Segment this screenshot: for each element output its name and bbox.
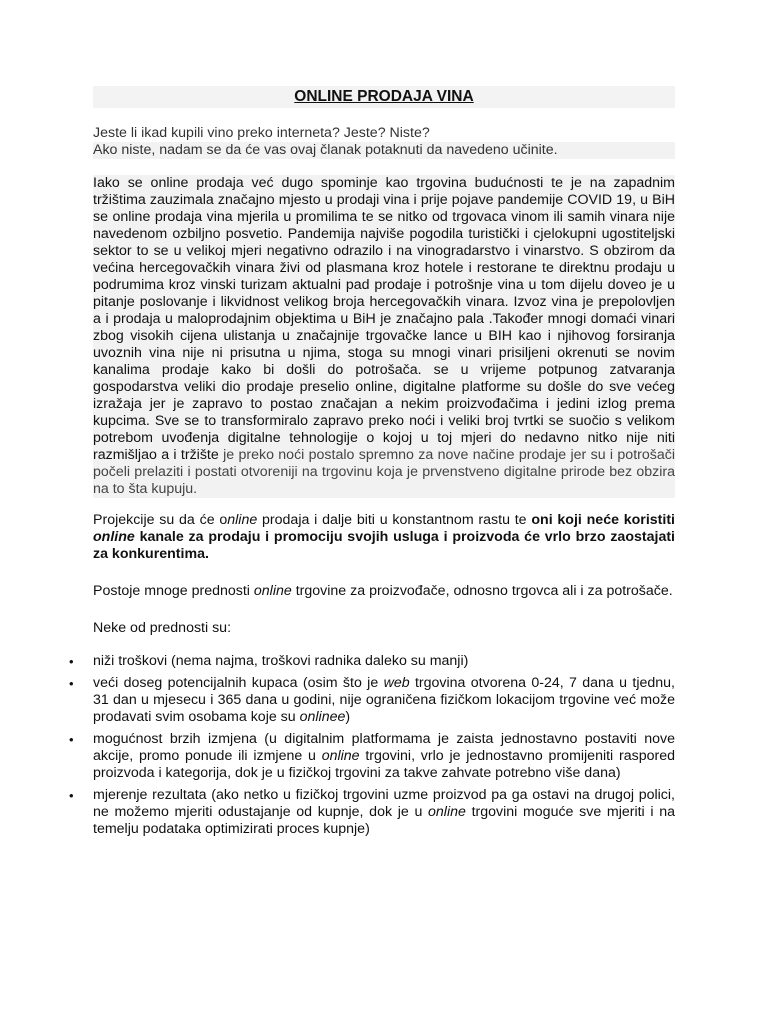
list-item-text: mogućnost brzih izmjena (u digitalnim platformama je zaista jednostavno postaviti nove akcije, promo ponude ili izmjene u: [93, 731, 675, 764]
paragraph-2-bold: oni koji neće koristiti: [531, 512, 675, 528]
list-item: [69, 787, 675, 838]
list-item-text: niži troškovi (nema najma, troškovi radnika daleko su manji): [93, 653, 469, 669]
list-item-text: veći doseg potencijalnih kupaca (osim što je: [93, 675, 384, 691]
bullet-icon: •: [69, 732, 74, 747]
intro-block: [93, 125, 675, 159]
list-item: [69, 675, 675, 726]
list-item: [69, 731, 675, 782]
paragraph-1: [93, 175, 675, 498]
paragraph-2-italic: nline: [227, 512, 258, 528]
bullet-icon: •: [69, 788, 74, 803]
paragraph-3-italic: online: [253, 583, 292, 599]
title-bar: [93, 86, 675, 108]
list-item: [69, 653, 675, 670]
list-item-text: mjerenje rezultata (ako netko u fizičkoj trgovini uzme proizvod pa ga ostavi na drugoj polici, ne možemo mjeriti odustajanje od kupnje, dok je u: [93, 787, 675, 820]
paragraph-2-text-2: prodaja i dalje biti u konstantnom rastu te: [257, 512, 532, 528]
paragraph-2-bold-2: kanale za prodaju i promociju svojih usluga i proizvoda će vrlo brzo zaostajati za konkurentima.: [93, 529, 675, 562]
document-page: [69, 86, 675, 843]
list-item-text: trgovini moguće sve mjeriti i na temelju podataka optimizirati proces kupnje): [93, 804, 675, 837]
paragraph-3: [93, 583, 675, 600]
paragraph-1-main: Iako se online prodaja već dugo spominje kao trgovina budućnosti te je na zapadnim tržištima zauzimala značajno mjesto u prodaji vina i prije pojave pandemije COVID 19, u BiH se online prodaja vina mjerila u promilima te se nitko od trgovaca vinom ili samih vinara nije navedenom ozbiljno posvetio. Pandemija najviše pogodila turistički i cjelokupni ugostiteljski sektor to se u velikoj mjeri negativno odrazilo i na vinogradarstvo i vinarstvo. S obzirom da većina hercegovačkih vinara živi od plasmana kroz hotele i restorane te direktnu prodaju u podrumima kroz vinski turizam aktualni pad prodaje i potrošnje vina u tom dijelu doveo je u pitanje poslovanje i likvidnost velikog broja hercegovačkih vinara. Izvoz vina je prepolovljen a i prodaja u maloprodajnim objektima u BiH je značajno pala .Također mnogi domaći vinari zbog visokih cijena ulistanja u značajnije trgovačke lance u BIH kao i njihovog forsiranja uvoznih vina nije ni prisutna u njima, stoga su mnogi vinari prisiljeni okrenuti se novim kanalima prodaje kako bi došli do potrošača. se u vrijeme potpunog zatvaranja gospodarstva veliki dio prodaje preselio online, digitalne platforme su došle do sve većeg izražaja jer je zapravo to postao značajan a nekim proizvođačima i jedini izlog prema kupcima. Sve se to transformiralo zapravo preko noći i veliki broj tvrtki se suočio s velikom potrebom uvođenja digitalne tehnologije o kojoj u toj mjeri do nedavno nitko nije niti razmišljao a i tržište: [93, 175, 675, 463]
paragraph-2-text: Projekcije su da će o: [93, 512, 228, 528]
bullet-icon: •: [69, 676, 74, 691]
list-item-italic: web: [383, 675, 410, 691]
paragraph-3-text: Postoje mnoge prednosti: [93, 583, 254, 599]
paragraph-2: [93, 512, 675, 563]
paragraph-3-text-2: trgovine za proizvođače, odnosno trgovca ali i za potrošače.: [291, 583, 673, 599]
list-item-text: ): [345, 709, 351, 725]
advantages-list: [69, 653, 675, 838]
intro-line-2: Ako niste, nadam se da će vas ovaj članak potaknuti da navedeno učinite.: [93, 142, 675, 159]
list-item-italic: online: [428, 804, 466, 820]
paragraph-4: Neke od prednosti su:: [93, 620, 232, 636]
list-item-text: trgovina otvorena 0-24, 7 dana u tjednu, 31 dan u mjesecu i 365 dana u godini, nije ograničena fizičkom lokacijom trgovine već može prodavati svim osobama koje su: [93, 675, 675, 725]
paragraph-1-tail: je preko noći postalo spremno za nove načine prodaje jer su i potrošači počeli prelaziti i postati otvoreniji na trgovinu koja je prvenstveno digitalne prirode bez obzira na to šta kupuju.: [93, 447, 675, 497]
list-item-text: trgovini, vrlo je jednostavno promijeniti raspored proizvoda i kategorija, dok je u fizičkoj trgovini za takve zahvate potrebno više dana): [93, 748, 675, 781]
list-item-italic: onlinee: [299, 709, 346, 725]
document-title: ONLINE PRODAJA VINA: [294, 88, 474, 105]
list-item-italic: online: [321, 748, 360, 764]
bullet-icon: •: [69, 654, 74, 669]
intro-line-1: Jeste li ikad kupili vino preko interneta? Jeste? Niste?: [93, 125, 430, 141]
paragraph-2-bold-italic: online: [93, 529, 135, 545]
